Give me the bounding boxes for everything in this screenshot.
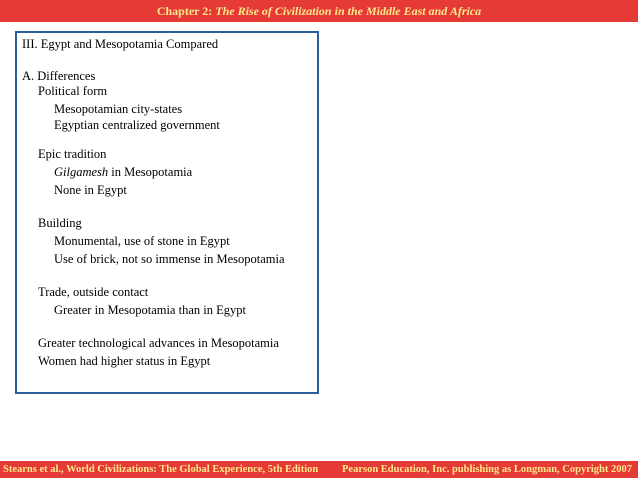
topic-trade: Trade, outside contact — [38, 285, 149, 299]
chapter-header-banner — [0, 0, 638, 22]
item-gilgamesh — [54, 165, 192, 180]
footer-banner — [0, 461, 638, 478]
item-tech-advances: Greater technological advances in Mesopotamia — [38, 336, 279, 350]
topic-building: Building — [38, 216, 82, 230]
item-none-in-egypt: None in Egypt — [54, 183, 127, 197]
item-egyptian-centralized: Egyptian centralized government — [54, 118, 220, 132]
topic-epic-tradition: Epic tradition — [38, 147, 107, 161]
chapter-label: Chapter 2: — [156, 4, 213, 18]
item-brick: Use of brick, not so immense in Mesopotamia — [54, 252, 285, 266]
footer-copyright: Pearson Education, Inc. publishing as Longman, Copyright 2007 — [342, 464, 632, 475]
section-heading: III. Egypt and Mesopotamia Compared — [22, 37, 219, 51]
item-mesopotamian-city-states: Mesopotamian city-states — [54, 102, 183, 116]
subsection-a-heading: A. Differences — [22, 69, 96, 83]
gilgamesh-rest: in Mesopotamia — [108, 165, 193, 179]
item-women-status: Women had higher status in Egypt — [38, 354, 211, 368]
chapter-title: The Rise of Civilization in the Middle East and Africa — [215, 4, 482, 18]
item-monumental: Monumental, use of stone in Egypt — [54, 234, 230, 248]
footer-citation: Stearns et al., World Civilizations: The Global Experience, 5th Edition — [3, 464, 319, 475]
gilgamesh-title: Gilgamesh — [54, 165, 109, 179]
item-greater-meso: Greater in Mesopotamia than in Egypt — [54, 303, 246, 317]
topic-political-form: Political form — [38, 84, 108, 98]
